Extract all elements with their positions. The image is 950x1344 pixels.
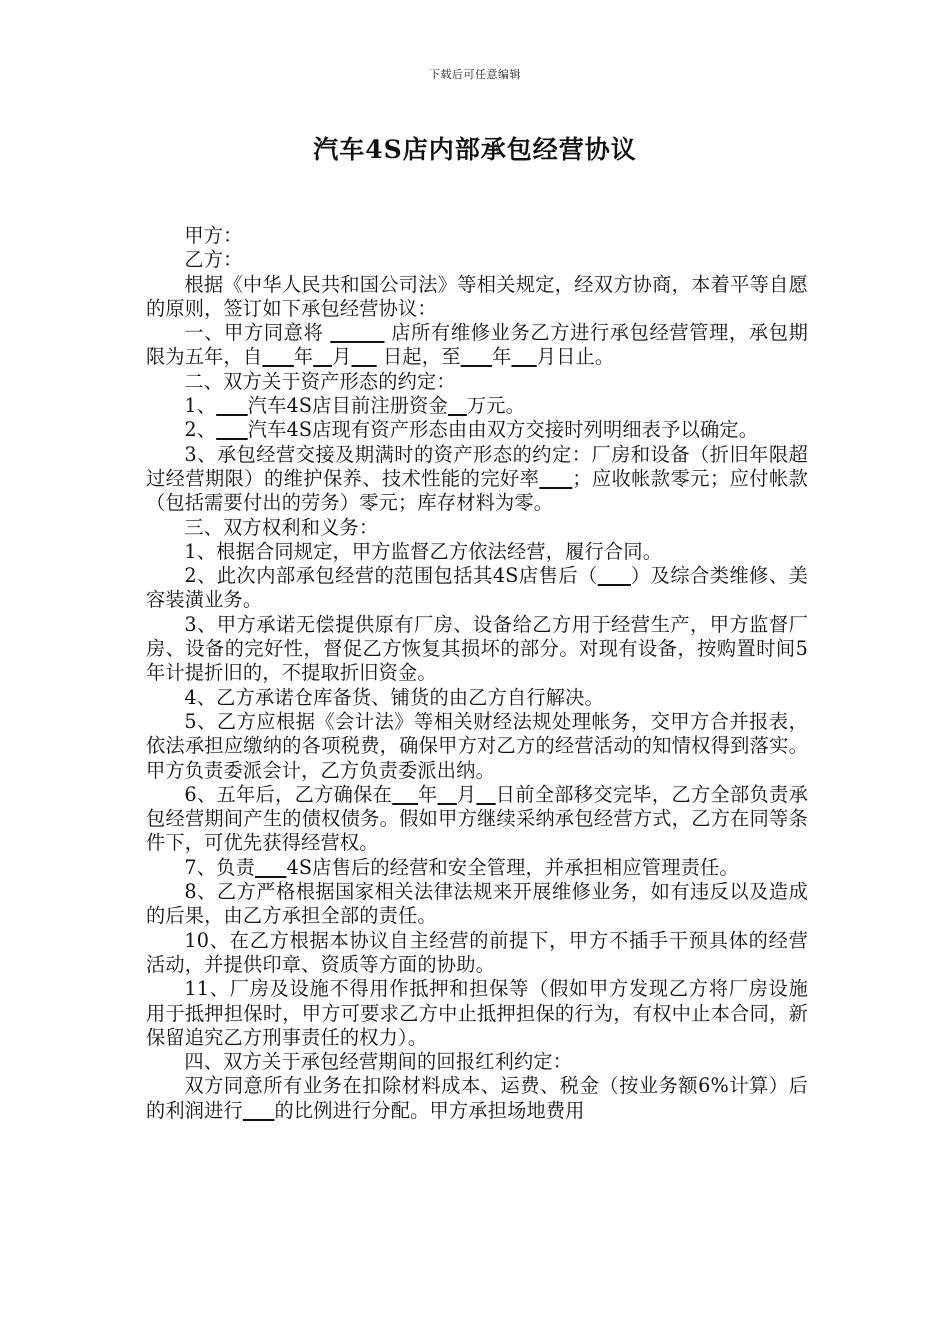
clause-2-1 [146, 394, 808, 418]
party-b-line: 乙方： [184, 248, 243, 272]
clause-text: ；应收帐款零元；应付帐款（包括需要付出的劳务）零元；库存材料为零。 [146, 466, 808, 515]
clause-text: 一、甲方同意将 [184, 321, 324, 345]
fill-blank[interactable] [511, 345, 536, 368]
clause-text: 的比例进行分配。甲方承担场地费用 [274, 1098, 585, 1122]
clause-3-3: 3、甲方承诺无偿提供原有厂房、设备给乙方用于经营生产，甲方监督厂房、设备的完好性，督促乙方恢复其损坏的部分。对现有设备，按购置时间5年计提折旧的，不提取折旧资金。 [146, 612, 808, 685]
clause-3-8: 8、乙方严格根据国家相关法律法规来开展维修业务，如有违反以及造成的后果，由乙方承担全部的责任。 [146, 880, 808, 928]
section-4-heading: 四、双方关于承包经营期间的回报红利约定： [184, 1050, 573, 1074]
party-a-line: 甲方： [184, 224, 243, 247]
clause-3-4: 4、乙方承诺仓库备货、铺货的由乙方自行解决。 [184, 685, 604, 709]
fill-blank[interactable] [461, 345, 493, 368]
clause-2-3 [146, 443, 808, 516]
fill-blank[interactable] [598, 564, 631, 587]
document-title: 汽车4S店内部承包经营协议 [313, 135, 637, 164]
clause-text: 年 [417, 782, 438, 806]
clause-text: 月 [456, 782, 477, 806]
clause-1 [146, 321, 808, 370]
fill-blank[interactable] [255, 856, 287, 879]
clause-text: 6、五年后，乙方确保在 [184, 782, 393, 806]
clause-text: 双方同意所有业务在扣除材料成本、运费、税金（按业务额6%计算）后的利润进行 [146, 1074, 808, 1122]
fill-blank[interactable] [216, 418, 248, 441]
clause-text: 7、负责 [184, 855, 255, 879]
fill-blank[interactable] [243, 1099, 275, 1122]
section-3-heading: 三、双方权利和义务： [184, 515, 379, 539]
fill-blank[interactable] [476, 783, 495, 806]
fill-blank[interactable] [539, 467, 572, 490]
clause-text: 2、 [184, 418, 217, 442]
clause-text: 日起，至 [383, 345, 461, 369]
clause-text: 年 [492, 345, 512, 369]
clause-text: 3、承包经营交接及期满时的资产形态的约定：厂房和设备（折旧年限超过经营期限）的维护保养、技术性能的完好率 [146, 442, 808, 490]
fill-blank[interactable] [313, 345, 332, 368]
fill-blank[interactable] [330, 321, 384, 344]
clause-text: 月日止。 [536, 345, 615, 369]
clause-3-7 [146, 856, 808, 880]
fill-blank[interactable] [352, 345, 377, 368]
clause-3-2 [146, 564, 808, 613]
document-body [146, 224, 808, 1123]
clause-text: 4S店售后的经营和安全管理，并承担相应管理责任。 [286, 855, 739, 879]
clause-text: 月 [332, 345, 352, 369]
fill-blank[interactable] [216, 394, 248, 417]
fill-blank[interactable] [448, 394, 467, 417]
clause-text: 年 [293, 345, 314, 369]
intro-paragraph: 根据《中华人民共和国公司法》等相关规定，经双方协商，本着平等自愿的原则，签订如下承包经营协议： [146, 272, 808, 320]
clause-3-6 [146, 783, 808, 856]
section-2-heading: 二、双方关于资产形态的约定： [184, 369, 456, 393]
clause-3-11: 11、厂房及设施不得用作抵押和担保等（假如甲方发现乙方将厂房设施用于抵押担保时，甲方可要求乙方中止抵押担保的行为，有权中止本合同，新保留追究乙方刑事责任的权力）。 [146, 977, 808, 1049]
clause-text: 汽车4S店现有资产形态由由双方交接时列明细表予以确定。 [247, 418, 759, 442]
fill-blank[interactable] [262, 345, 294, 368]
clause-text: 店所有维修业务乙方进行承包经营管理，承包期限为五年，自 [146, 321, 808, 369]
clause-4-1 [146, 1074, 808, 1123]
clause-text: 日前全部移交完毕，乙方全部负责承包经营期间产生的债权债务。假如甲方继续采纳承包经营方式，乙方在同等条件下，可优先获得经营权。 [146, 782, 808, 855]
clause-3-5: 5、乙方应根据《会计法》等相关财经法规处理帐务，交甲方合并报表，依法承担应缴纳的各项税费，确保甲方对乙方的经营活动的知情权得到落实。甲方负责委派会计，乙方负责委派出纳。 [146, 709, 808, 782]
clause-3-1: 1、根据合同规定，甲方监督乙方依法经营，履行合同。 [184, 539, 663, 563]
clause-text: 万元。 [466, 394, 526, 418]
clause-3-10: 10、在乙方根据本协议自主经营的前提下，甲方不插手干预具体的经营活动，并提供印章、资质等方面的协助。 [146, 928, 808, 976]
clause-text: 2、此次内部承包经营的范围包括其4S店售后（ [184, 564, 598, 588]
clause-text: ）及综合类维修、美容装潢业务。 [146, 564, 808, 612]
clause-text: 汽车4S店目前注册资金 [247, 394, 448, 418]
fill-blank[interactable] [438, 783, 457, 806]
clause-2-2 [146, 418, 808, 442]
clause-text: 1、 [184, 394, 217, 418]
fill-blank[interactable] [392, 783, 418, 806]
header-note: 下载后可任意编辑 [429, 68, 521, 81]
